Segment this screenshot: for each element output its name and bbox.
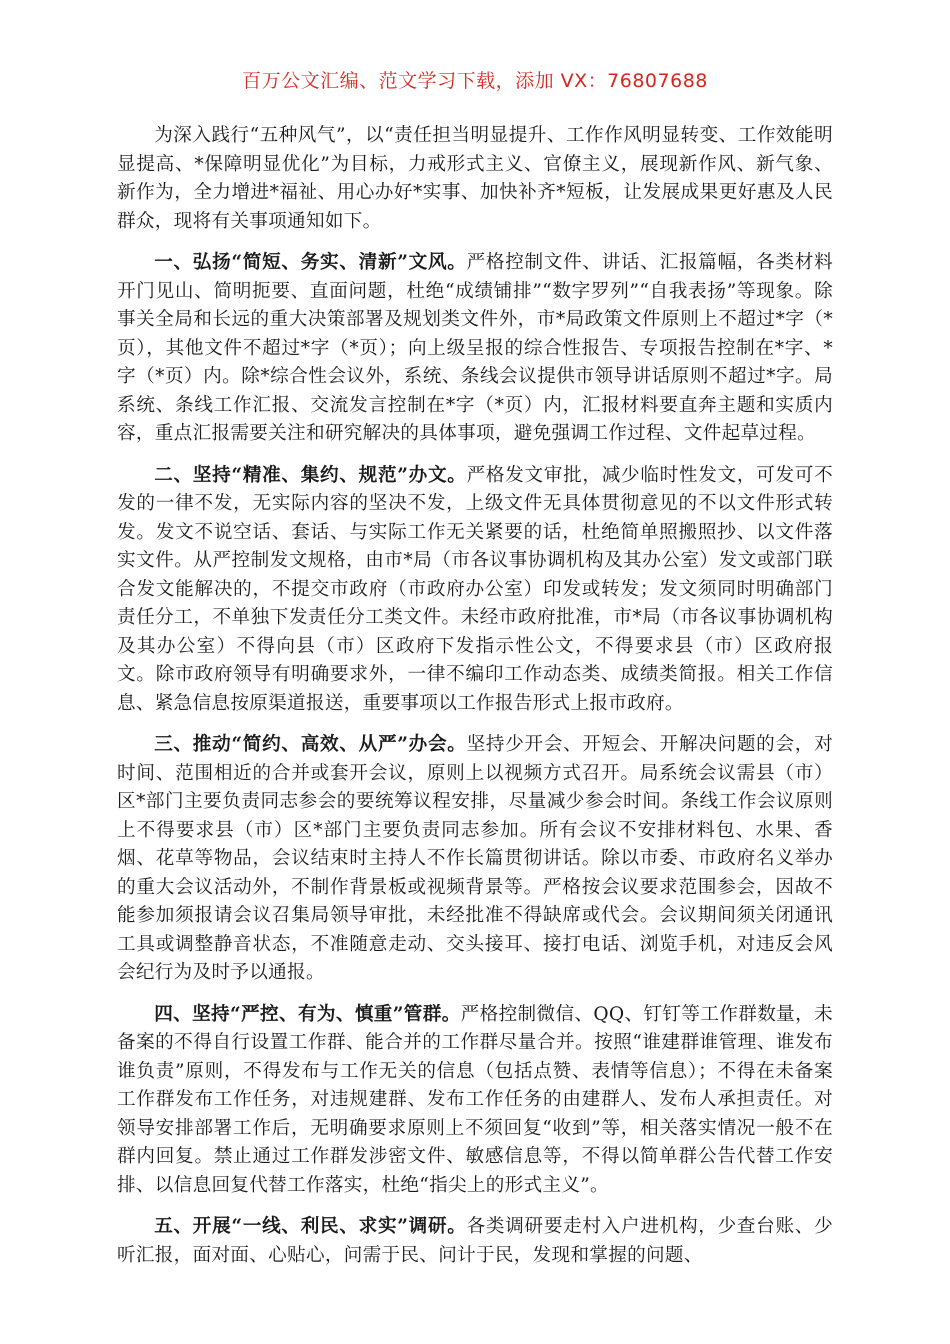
section-paragraph <box>117 731 833 988</box>
section-heading: 二、坚持“精准、集约、规范”办文。 <box>154 464 467 486</box>
watermark-banner: 百万公文汇编、范文学习下载，添加 VX：76807688 <box>242 70 708 92</box>
section-heading: 三、推动“简约、高效、从严”办会。 <box>154 734 467 755</box>
document-body <box>117 122 833 1283</box>
section-heading: 五、开展“一线、利民、求实”调研。 <box>154 1216 467 1237</box>
section-paragraph <box>117 249 833 449</box>
section-text: 各类调研要走村入户进机构，少查台账、少听汇报，面对面、心贴心，问需于民、问计于民，发现和掌握的问题、 <box>117 1216 833 1266</box>
section-paragraph <box>117 1001 833 1201</box>
section-text: 严格发文审批，减少临时性发文，可发可不发的一律不发，无实际内容的坚决不发，上级文件无具体贯彻意见的不以文件形式转发。发文不说空话、套话、与实际工作无关紧要的话，杜绝简单照搬照抄、以文件落实文件。从严控制发文规格，由市*局（市各议事协调机构及其办公室）发文或部门联合发文能解决的，不提交市政府（市政府办公室）印发或转发；发文须同时明确部门责任分工，不单独下发责任分工类文件。未经市政府批准，市*局（市各议事协调机构及其办公室）不得向县（市）区政府下发指示性公文，不得要求县（市）区政府报文。除市政府领导有明确要求外，一律不编印工作动态类、成绩类简报。相关工作信息、紧急信息按原渠道报送，重要事项以工作报告形式上报市政府。 <box>117 464 833 714</box>
section-text: 严格控制文件、讲话、汇报篇幅，各类材料开门见山、简明扼要、直面问题，杜绝“成绩铺排”“数字罗列”“自我表扬”等现象。除事关全局和长远的重大决策部署及规划类文件外，市*局政策文件原则上不超过*字（*页），其他文件不超过*字（*页）；向上级呈报的综合性报告、专项报告控制在*字、*字（*页）内。除*综合性会议外，系统、条线会议提供市领导讲话原则不超过*字。局系统、条线工作汇报、交流发言控制在*字（*页）内，汇报材料要直奔主题和实质内容，重点汇报需要关注和研究解决的具体事项，避免强调工作过程、文件起草过程。 <box>117 252 833 444</box>
intro-paragraph: 为深入践行“五种风气”，以“责任担当明显提升、工作作风明显转变、工作效能明显提高、*保障明显优化”为目标，力戒形式主义、官僚主义，展现新作风、新气象、新作为，全力增进*福祉、用心办好*实事、加快补齐*短板，让发展成果更好惠及人民群众，现将有关事项通知如下。 <box>117 125 833 232</box>
section-paragraph <box>117 1213 833 1270</box>
section-text: 严格控制微信、QQ、钉钉等工作群数量，未备案的不得自行设置工作群、能合并的工作群尽量合并。按照“谁建群谁管理、谁发布谁负责”原则，不得发布与工作无关的信息（包括点赞、表情等信息）；不得在未备案工作群发布工作任务，对违规建群、发布工作任务的由建群人、发布人承担责任。对领导安排部署工作后，无明确要求原则上不须回复“收到”等，相关落实情况一般不在群内回复。禁止通过工作群发涉密文件、敏感信息等，不得以简单群公告代替工作安排、以信息回复代替工作落实，杜绝“指尖上的形式主义”。 <box>117 1003 833 1196</box>
section-text: 坚持少开会、开短会、开解决问题的会，对时间、范围相近的合并或套开会议，原则上以视频方式召开。局系统会议需县（市）区*部门主要负责同志参会的要统筹议程安排，尽量减少参会时间。条线工作会议原则上不得要求县（市）区*部门主要负责同志参加。所有会议不安排材料包、水果、香烟、花草等物品，会议结束时主持人不作长篇贯彻讲话。除以市委、市政府名义举办的重大会议活动外，不制作背景板或视频背景等。严格按会议要求范围参会，因故不能参加须报请会议召集局领导审批，未经批准不得缺席或代会。会议期间须关闭通讯工具或调整静音状态，不准随意走动、交头接耳、接打电话、浏览手机，对违反会风会纪行为及时予以通报。 <box>117 734 833 983</box>
section-heading: 四、坚持“严控、有为、慎重”管群。 <box>154 1003 461 1025</box>
section-paragraph <box>117 462 833 719</box>
section-heading: 一、弘扬“简短、务实、清新”文风。 <box>154 252 467 273</box>
